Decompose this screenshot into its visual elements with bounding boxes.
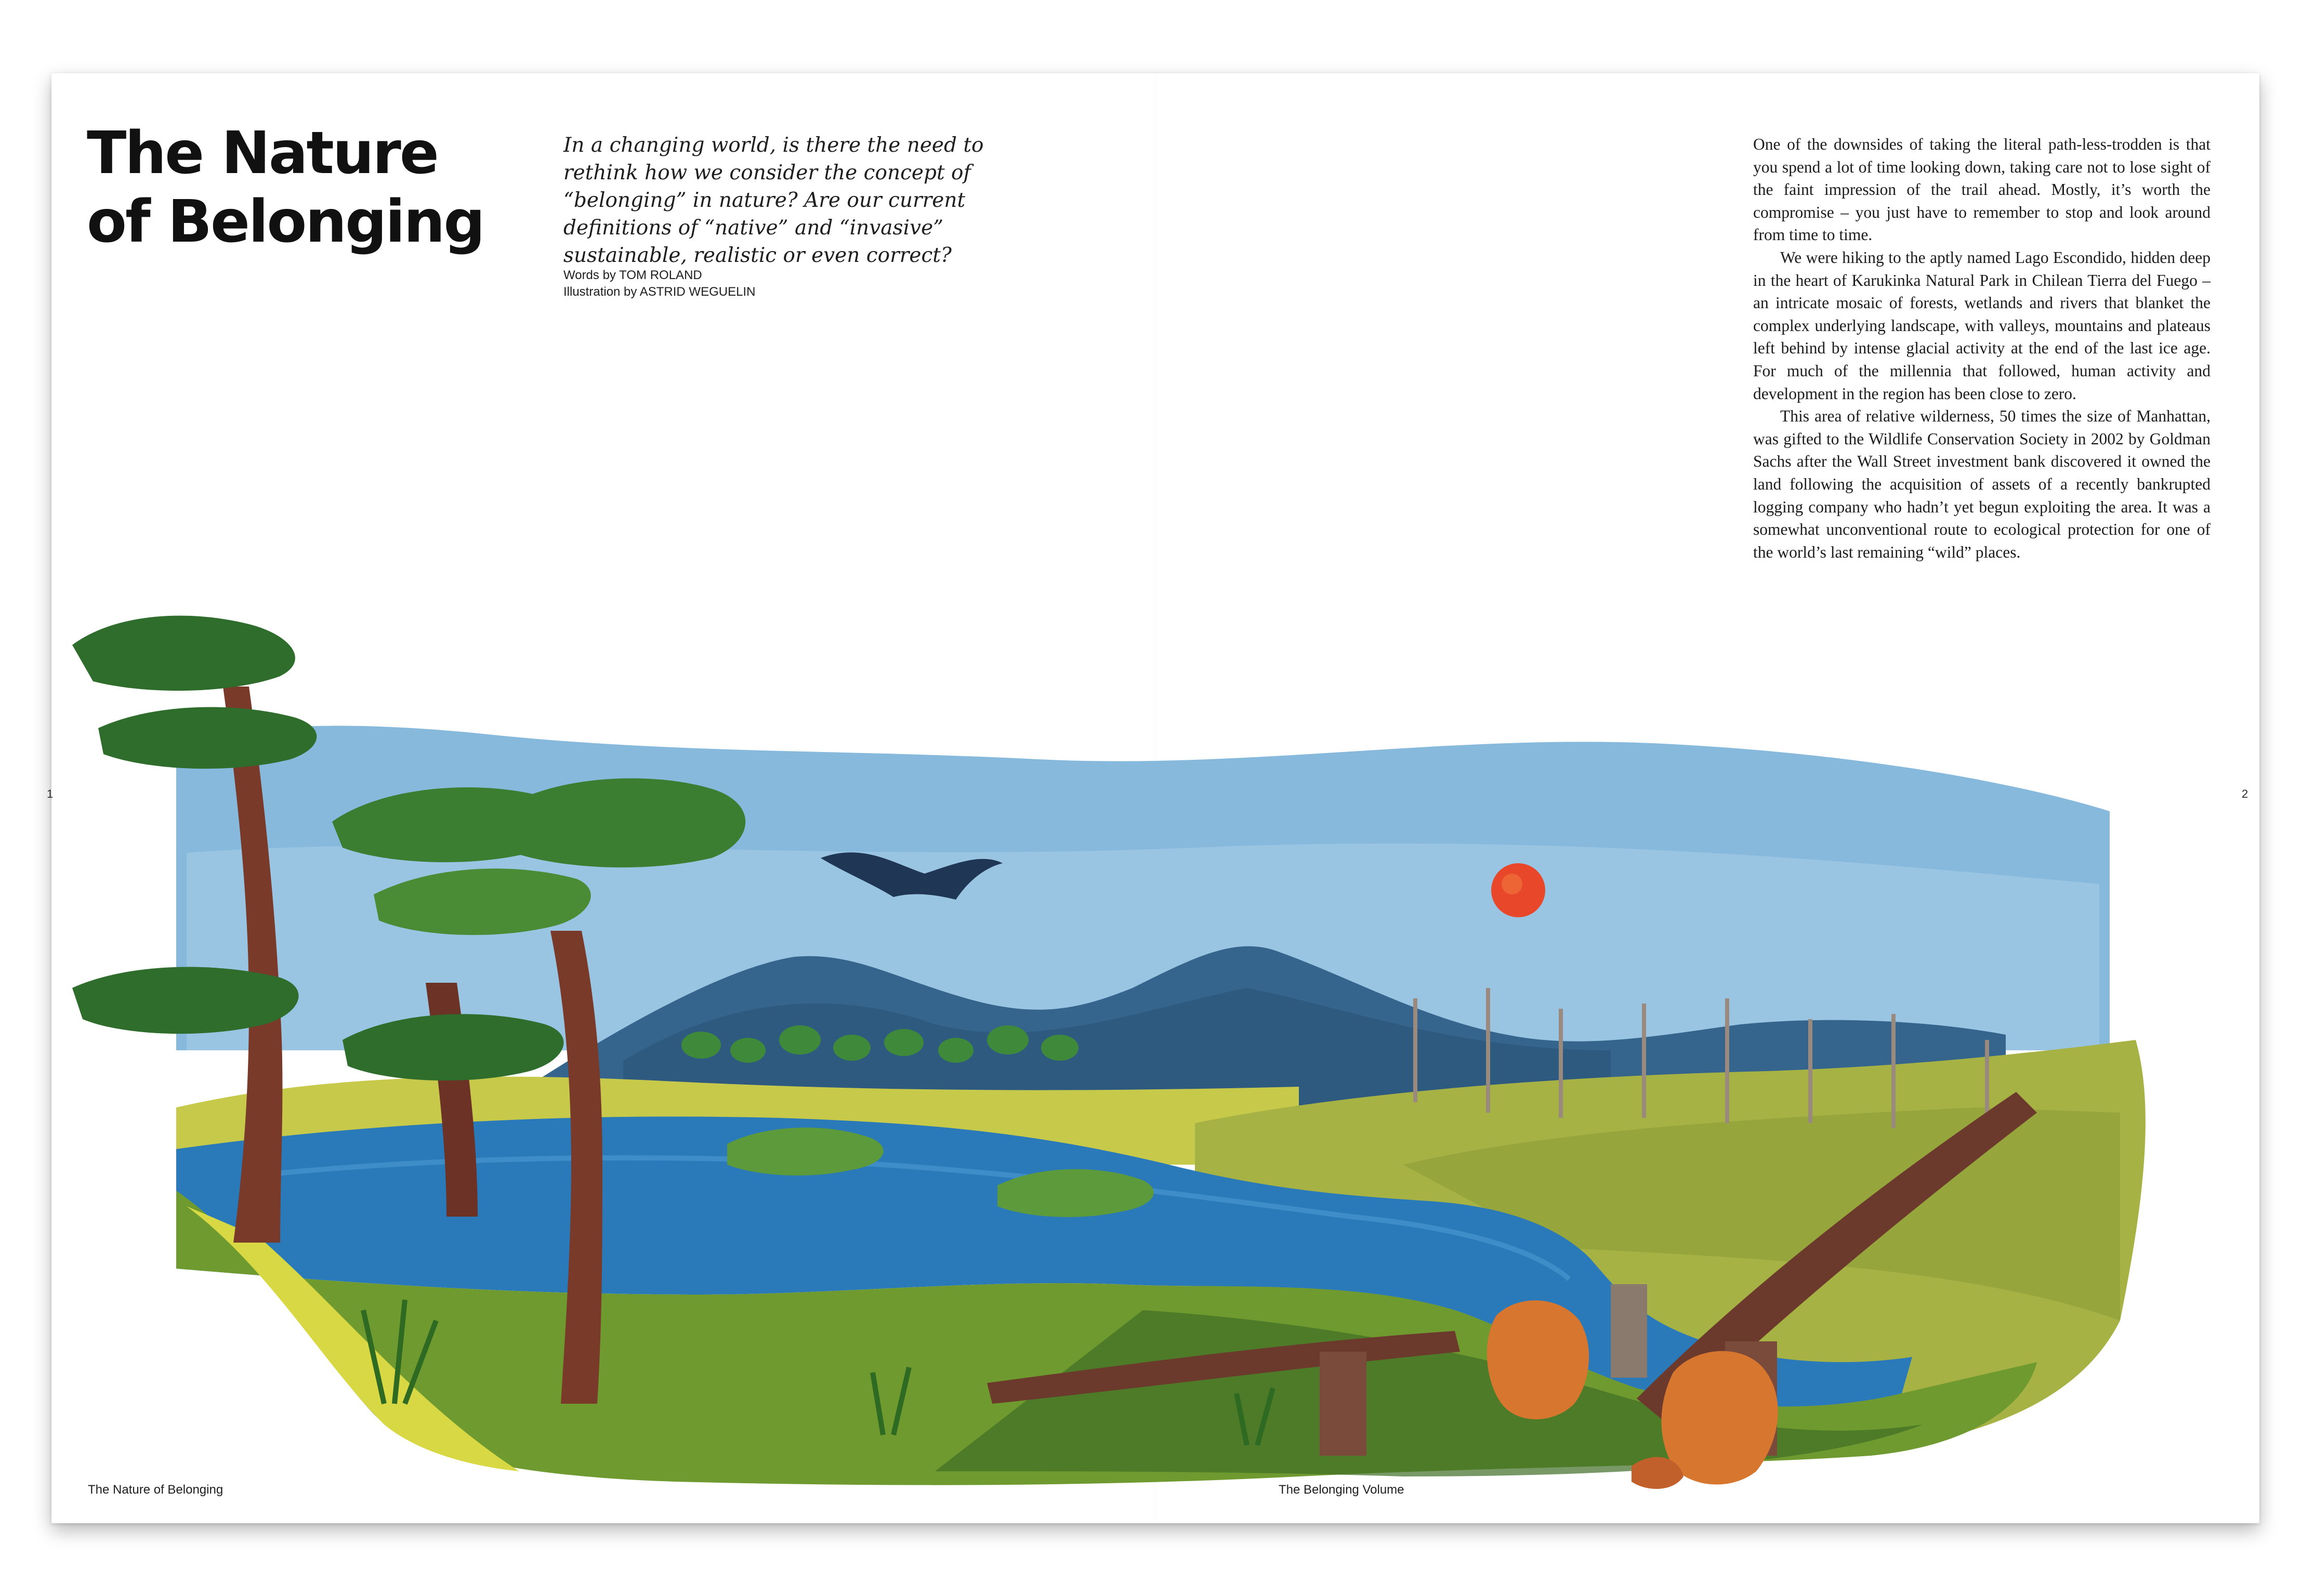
folio-left: 1 bbox=[47, 787, 54, 800]
standfirst: In a changing world, is there the need to rethink how we consider the concept of “belonging” in nature? Are our current definitions of “native” and “invasive” sustainable, realistic or even correct? bbox=[563, 134, 984, 267]
title-line-1: The Nature bbox=[87, 120, 438, 187]
stump bbox=[1320, 1352, 1366, 1456]
article-title bbox=[87, 119, 513, 256]
tree-canopy bbox=[72, 616, 295, 691]
footer-right: The Belonging Volume bbox=[1279, 1483, 1404, 1497]
words-credit: Words by TOM ROLAND bbox=[563, 268, 702, 282]
body-text bbox=[1753, 133, 2211, 563]
magazine-spread bbox=[47, 73, 2259, 1523]
credits bbox=[563, 267, 927, 300]
folio-right: 2 bbox=[2242, 787, 2248, 800]
body-paragraph-1: One of the downsides of taking the literal path-less-trodden is that you spend a lot of time looking down, taking care not to lose sight of the faint impression of the trail ahead. Mostly, it’s worth the compromise – you just have to remember to stop and look around from time to time. bbox=[1753, 135, 2211, 244]
beaver bbox=[1487, 1300, 1589, 1419]
footer-left: The Nature of Belonging bbox=[88, 1483, 223, 1497]
title-line-2: of Belonging bbox=[87, 188, 484, 256]
body-paragraph-2: We were hiking to the aptly named Lago Escondido, hidden deep in the heart of Karukinka Natural Park in Chilean Tierra del Fuego – an intricate mosaic of forests, wetlands and rivers that blanket the complex underlying landscape, with valleys, mountains and plateaus left behind by intense glacial activity at the end of the last ice age. For much of the millennia that followed, human activity and development in the region has been close to zero. bbox=[1753, 248, 2211, 403]
body-paragraph-3: This area of relative wilderness, 50 times the size of Manhattan, was gifted to the Wildlife Conservation Society in 2002 by Goldman Sachs after the Wall Street investment bank discovered it owned the land following the acquisition of assets of a recently bankrupted logging company who hadn’t yet begun exploiting the area. It was a somewhat unconventional route to ecological protection for one of the world’s last remaining “wild” places. bbox=[1753, 407, 2211, 561]
illustration-credit: Illustration by ASTRID WEGUELIN bbox=[563, 285, 756, 299]
